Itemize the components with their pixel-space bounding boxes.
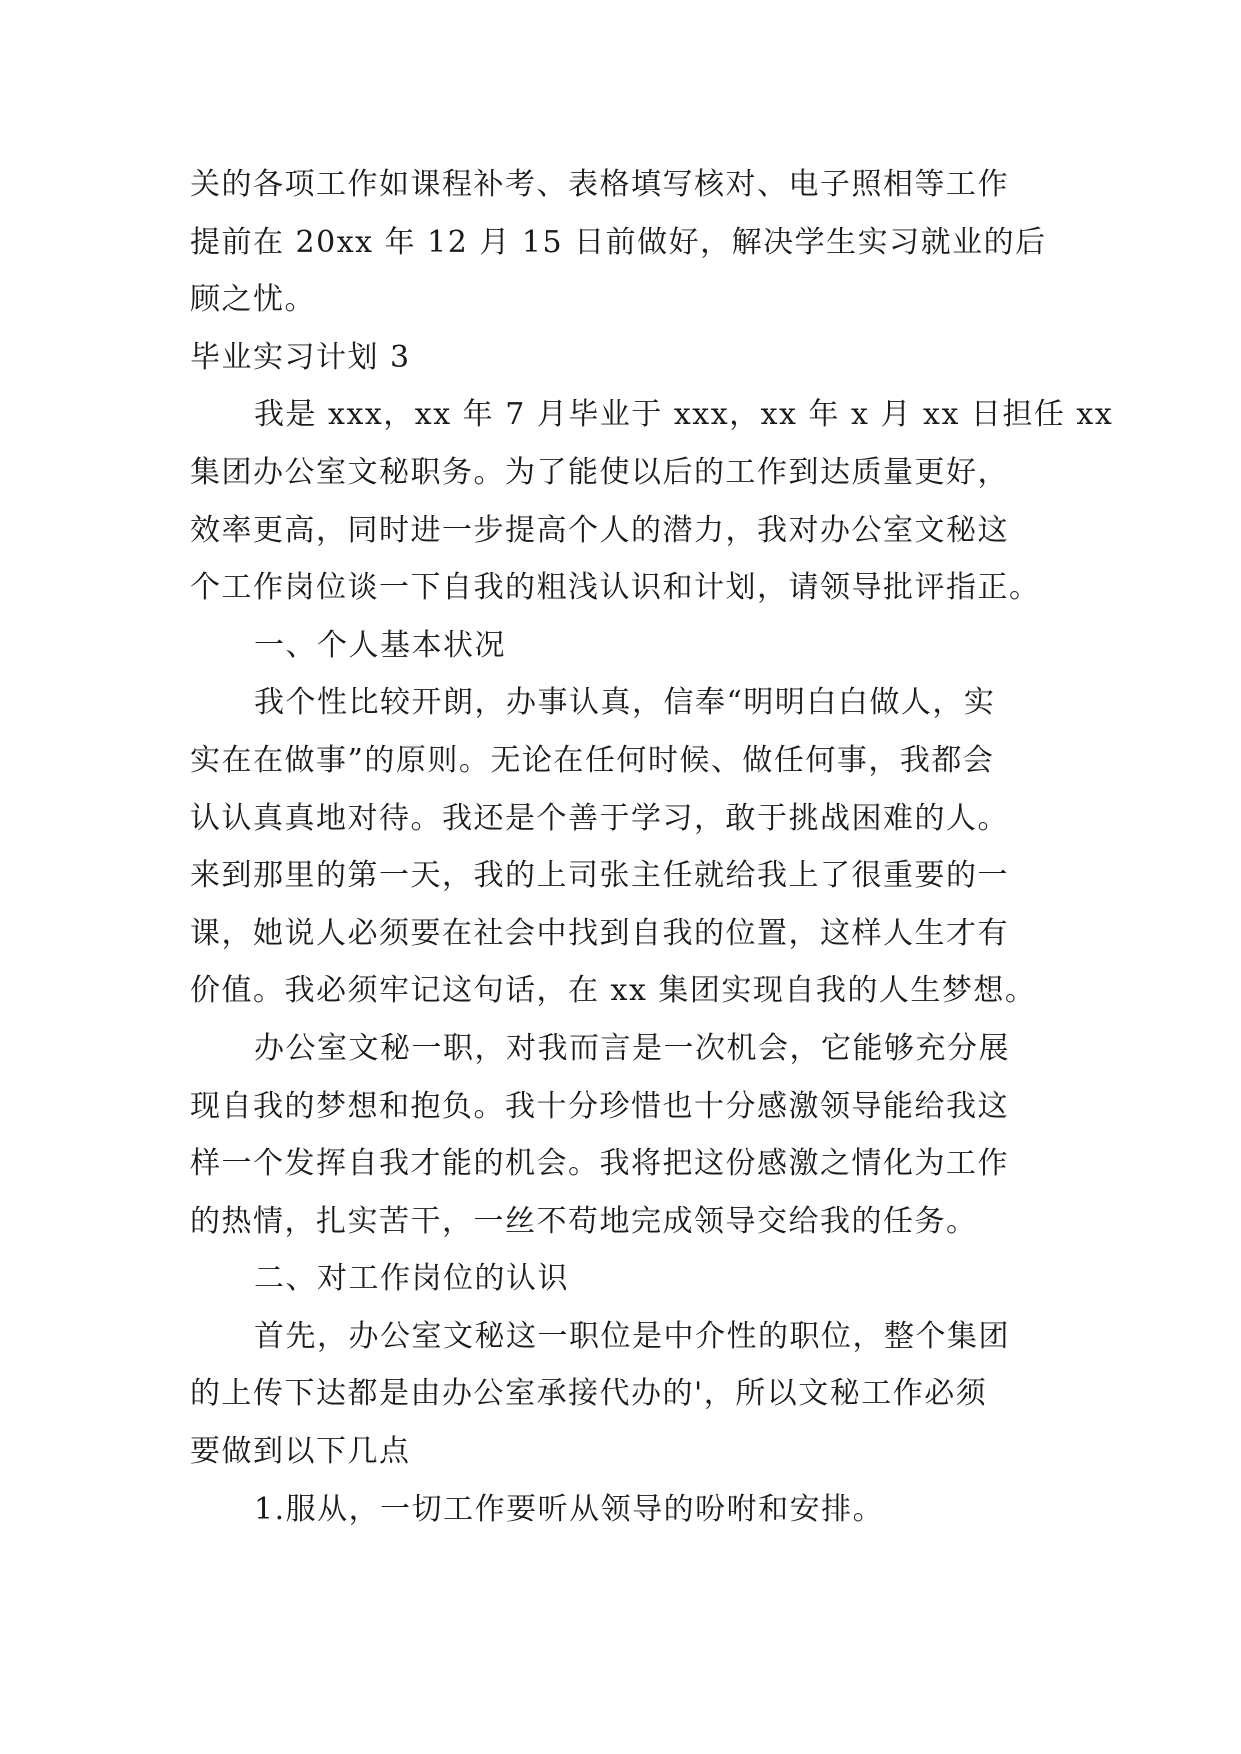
- list-item: 1.服从，一切工作要听从领导的吩咐和安排。: [254, 1491, 885, 1527]
- text-line: 样一个发挥自我才能的机会。我将把这份感激之情化为工作: [190, 1146, 1009, 1182]
- text-line: 课，她说人必须要在社会中找到自我的位置，这样人生才有: [190, 915, 1009, 951]
- paragraph-start: 我个性比较开朗，办事认真，信奉“明明白白做人，实: [254, 685, 996, 721]
- paragraph-start: 我是 xxx，xx 年 7 月毕业于 xxx，xx 年 x 月 xx 日担任 xx: [254, 397, 1114, 433]
- text-line: 认认真真地对待。我还是个善于学习，敢于挑战困难的人。: [190, 800, 1009, 836]
- text-line: 价值。我必须牢记这句话，在 xx 集团实现自我的人生梦想。: [190, 973, 1037, 1009]
- text-line: 提前在 20xx 年 12 月 15 日前做好，解决学生实习就业的后: [190, 224, 1047, 260]
- document-body: [190, 156, 1114, 1538]
- text-line: 要做到以下几点: [190, 1434, 411, 1470]
- paragraph-start: 办公室文秘一职，对我而言是一次机会，它能够充分展: [254, 1030, 1010, 1066]
- text-line: 关的各项工作如课程补考、表格填写核对、电子照相等工作: [190, 167, 1009, 202]
- text-line: 集团办公室文秘职务。为了能使以后的工作到达质量更好，: [190, 454, 1009, 490]
- text-line: 的热情，扎实苦干，一丝不苟地完成领导交给我的任务。: [190, 1203, 978, 1239]
- text-line: 实在在做事”的原则。无论在任何时候、做任何事，我都会: [190, 742, 995, 778]
- text-line: 来到那里的第一天，我的上司张主任就给我上了很重要的一: [190, 858, 1009, 894]
- text-line: 的上传下达都是由办公室承接代办的'，所以文秘工作必须: [190, 1376, 988, 1412]
- text-line: 效率更高，同时进一步提高个人的潜力，我对办公室文秘这: [190, 512, 1009, 548]
- subsection-heading: 一、个人基本状况: [254, 627, 506, 663]
- text-line: 顾之忧。: [190, 282, 316, 318]
- subsection-heading: 二、对工作岗位的认识: [254, 1261, 569, 1297]
- section-heading: 毕业实习计划 3: [190, 339, 411, 375]
- paragraph-start: 首先，办公室文秘这一职位是中介性的职位，整个集团: [254, 1318, 1010, 1354]
- text-line: 个工作岗位谈一下自我的粗浅认识和计划，请领导批评指正。: [190, 570, 1041, 606]
- text-line: 现自我的梦想和抱负。我十分珍惜也十分感激领导能给我这: [190, 1088, 1009, 1124]
